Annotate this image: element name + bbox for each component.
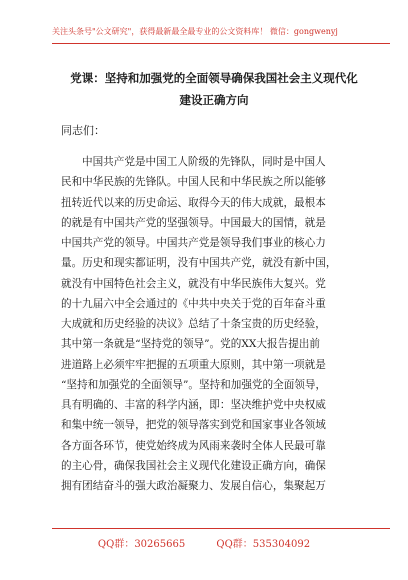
body-line: “坚持和加强党的全面领导”。坚持和加强党的全面领导， <box>61 378 327 391</box>
body-line: 中国共产党的领导。中国共产党是领导我们事业的核心力 <box>61 237 326 249</box>
document-title <box>40 67 388 111</box>
header-divider <box>52 43 390 44</box>
body-line: 就没有中国特色社会主义，就没有中华民族伟大复兴。党 <box>61 277 326 290</box>
body-line: 进道路上必须牢牢把握的五项重大原则，其中第一项就是 <box>61 358 326 371</box>
body-line: 扭转近代以来的历史命运、取得今天的伟大成就，最根本 <box>61 196 326 209</box>
body-line: 的十九届六中全会通过的《中共中央关于党的百年奋斗重 <box>61 297 326 310</box>
body-line: 的主心骨，确保我国社会主义现代化建设正确方向，确保 <box>61 459 326 472</box>
footer-qq-group-2: QQ群：535304092 <box>216 539 311 550</box>
body-line: 民和中华民族的先锋队。中国人民和中华民族之所以能够 <box>61 176 326 189</box>
footer-qq-group-1: QQ群：30265665 <box>97 539 186 550</box>
page-footer <box>0 535 408 550</box>
body-line: 量。历史和现实都证明，没有中国共产党，就没有新中国， <box>61 257 337 270</box>
body-line: 和集中统一领导，把党的领导落实到党和国家事业各领域 <box>61 419 326 432</box>
body-line: 中国共产党是中国工人阶级的先锋队，同时是中国人 <box>82 156 326 168</box>
body-line: 拥有团结奋斗的强大政治凝聚力、发展自信心，集聚起万 <box>61 480 326 492</box>
page-header-promo: 关注头条号"公文研究"，获得最新最全最专业的公文资料库！ 微信：gongwenyj <box>52 27 338 36</box>
body-line: 具有明确的、丰富的科学内涵，即：坚决维护党中央权威 <box>61 399 326 411</box>
title-line-1: 党课：坚持和加强党的全面领导确保我国社会主义现代化 <box>70 71 358 85</box>
body-line: 各方面各环节，使党始终成为风雨来袭时全体人民最可靠 <box>61 439 326 452</box>
body-line: 的就是有中国共产党的坚强领导。中国最大的国情，就是 <box>61 216 326 229</box>
salutation: 同志们： <box>61 124 105 137</box>
body-line: 其中第一条就是“坚持党的领导”。党的XX大报告提出前 <box>61 338 320 351</box>
title-line-2: 建设正确方向 <box>179 93 249 107</box>
body-line: 大成就和历史经验的决议》总结了十条宝贵的历史经验， <box>61 318 326 330</box>
footer-divider <box>52 528 390 529</box>
body-paragraph <box>61 152 371 496</box>
